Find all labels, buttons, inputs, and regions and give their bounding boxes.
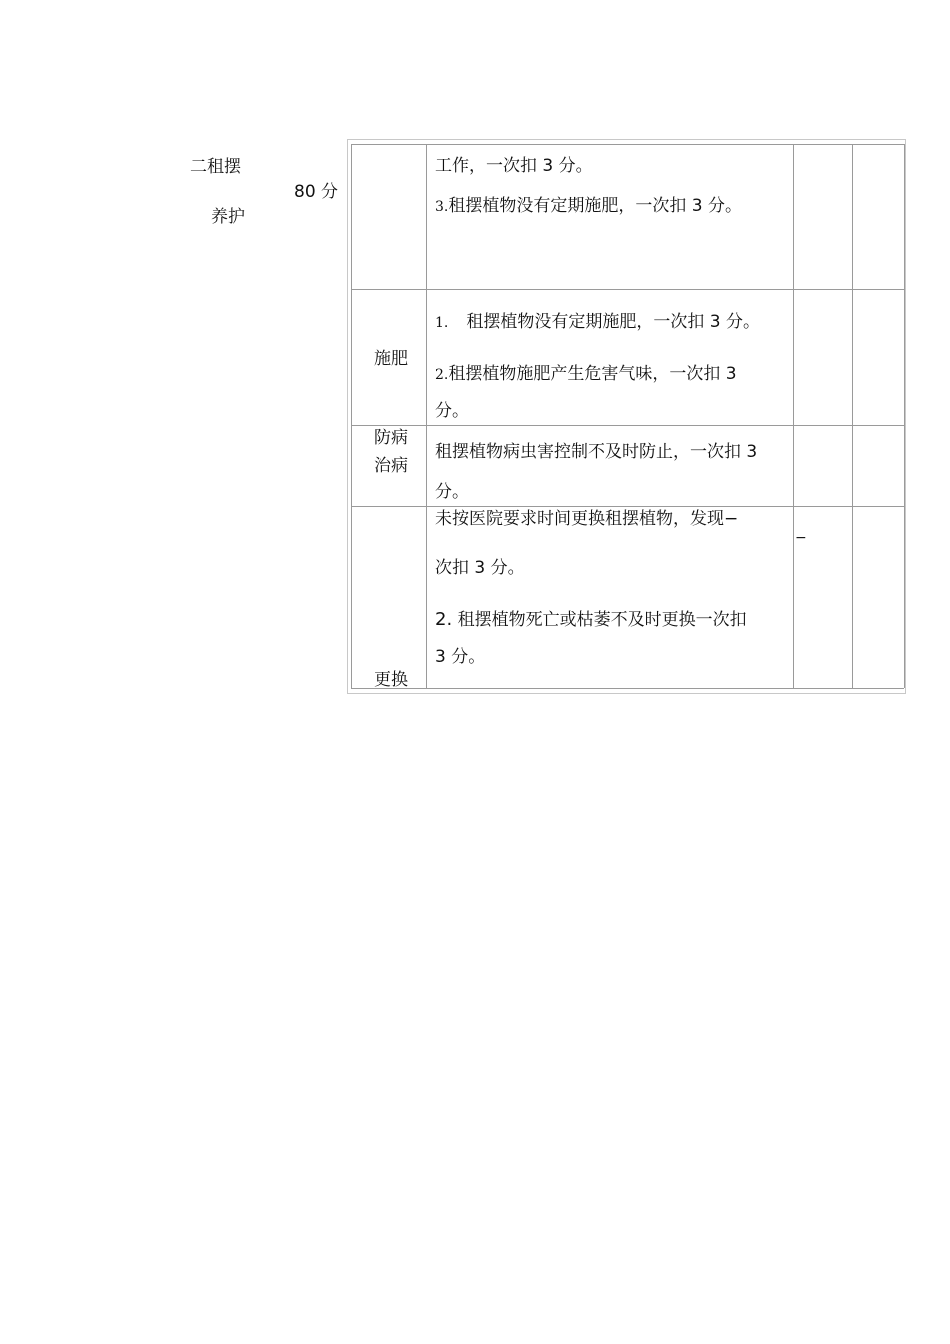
row4-line1: 未按医院要求时间更换租摆植物，发现−: [435, 509, 739, 529]
row4-item2-number: 2.: [435, 609, 453, 630]
row4-item2-continued: 3 分。: [435, 647, 486, 667]
row2-category: 施肥: [374, 349, 408, 369]
column-divider: [904, 144, 905, 688]
row4-line2: 次扣 3 分。: [435, 558, 525, 578]
row1-item2-text: 租摆植物没有定期施肥，一次扣 3 分。: [448, 196, 742, 216]
column-divider: [852, 144, 853, 688]
section-score: 80 分: [294, 182, 339, 202]
column-divider: [351, 144, 352, 688]
row2-item2-continued: 分。: [435, 401, 469, 421]
row2-item1: [435, 312, 760, 332]
row2-item2-number: 2.: [435, 367, 449, 383]
row-divider: [351, 688, 904, 689]
row3-category-line1: 防病: [374, 428, 408, 448]
column-divider: [426, 144, 427, 688]
row-divider: [351, 144, 904, 145]
section-title-line2: 养护: [211, 207, 245, 227]
row-divider: [351, 506, 904, 507]
row4-item2: [435, 609, 747, 631]
row4-item2-text: 租摆植物死亡或枯萎不及时更换一次扣: [452, 610, 747, 630]
row3-line2: 分。: [435, 482, 469, 502]
row4-score-mark: −: [795, 530, 807, 546]
row4-category: 更换: [374, 670, 408, 690]
section-title-line1: 二租摆: [190, 157, 241, 177]
row1-line1: 工作，一次扣 3 分。: [435, 156, 593, 176]
row2-item2-text: 租摆植物施肥产生危害气味，一次扣 3: [448, 364, 737, 384]
row2-item2: [435, 364, 737, 384]
row2-item1-number: 1.: [435, 315, 449, 331]
row1-item2: [435, 196, 742, 216]
column-divider: [793, 144, 794, 688]
row-divider: [351, 425, 904, 426]
row2-item1-text: 租摆植物没有定期施肥，一次扣 3 分。: [466, 312, 760, 332]
row1-item2-number: 3.: [435, 199, 449, 215]
row3-line1: 租摆植物病虫害控制不及时防止，一次扣 3: [435, 442, 758, 462]
row-divider: [351, 289, 904, 290]
row3-category-line2: 治病: [374, 456, 408, 476]
